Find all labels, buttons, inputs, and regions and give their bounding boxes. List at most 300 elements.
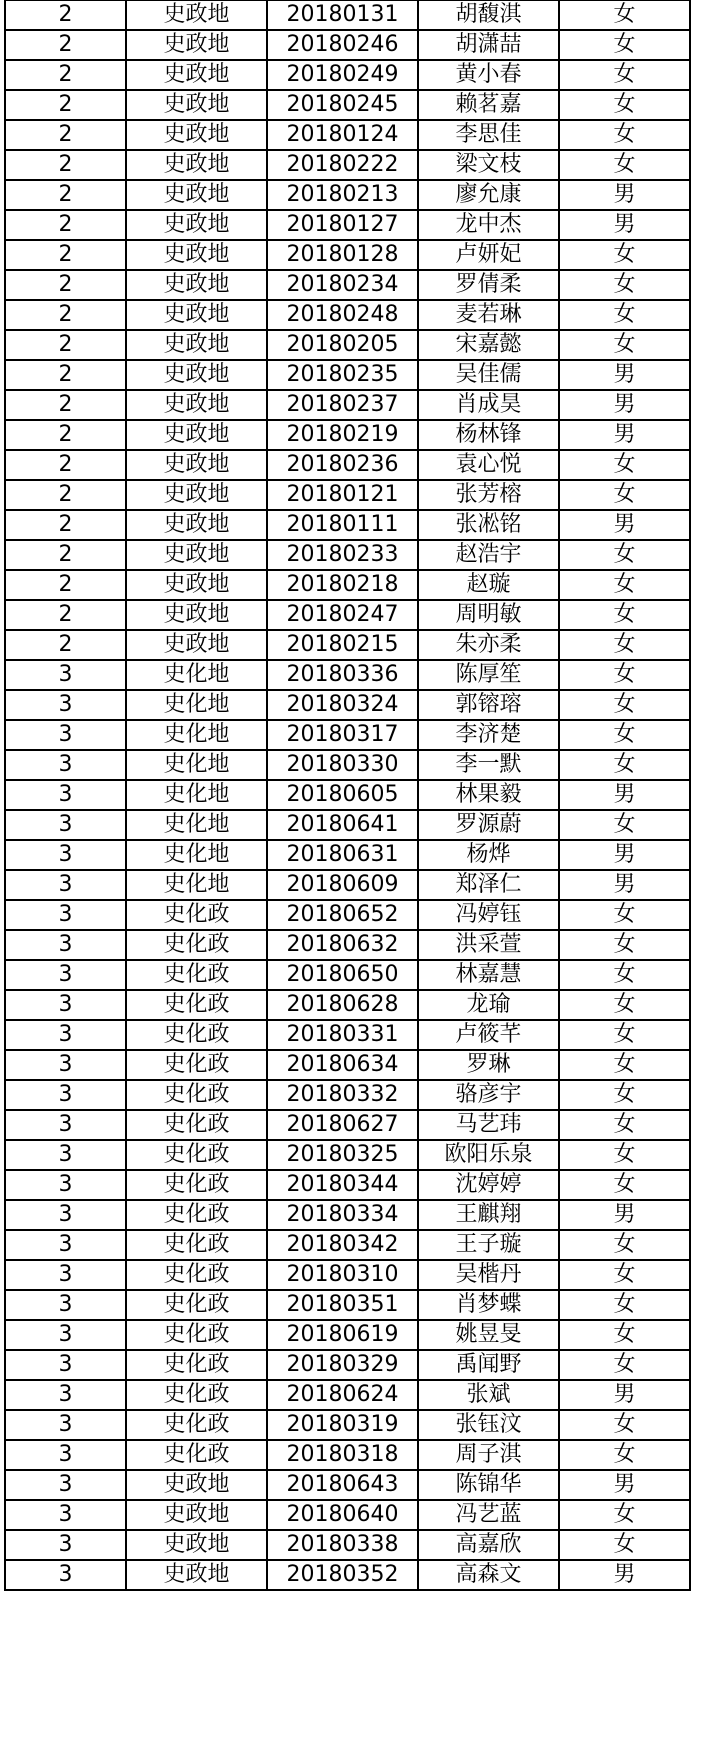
student-name-cell: 赵璇 [418,570,559,600]
gender-cell: 女 [559,330,690,360]
table-row [5,210,690,240]
student-id-cell: 20180641 [267,810,418,840]
subject-combo-cell: 史政地 [126,1470,267,1500]
class-cell: 3 [5,1470,126,1500]
gender-cell: 男 [559,1200,690,1230]
student-id-cell: 20180219 [267,420,418,450]
gender-cell: 女 [559,120,690,150]
gender-cell: 女 [559,960,690,990]
class-cell: 3 [5,1320,126,1350]
student-name-cell: 沈婷婷 [418,1170,559,1200]
table-row [5,810,690,840]
subject-combo-cell: 史化地 [126,780,267,810]
class-cell: 3 [5,720,126,750]
gender-cell: 男 [559,210,690,240]
gender-cell: 女 [559,1440,690,1470]
student-name-cell: 胡馥淇 [418,1,559,31]
class-cell: 2 [5,180,126,210]
subject-combo-cell: 史政地 [126,510,267,540]
subject-combo-cell: 史政地 [126,540,267,570]
gender-cell: 男 [559,1380,690,1410]
table-row [5,1500,690,1530]
student-name-cell: 梁文枝 [418,150,559,180]
student-name-cell: 卢筱芊 [418,1020,559,1050]
student-name-cell: 张芳榕 [418,480,559,510]
table-row [5,960,690,990]
subject-combo-cell: 史化政 [126,1350,267,1380]
student-name-cell: 欧阳乐泉 [418,1140,559,1170]
subject-combo-cell: 史化政 [126,1020,267,1050]
student-id-cell: 20180247 [267,600,418,630]
class-cell: 3 [5,900,126,930]
subject-combo-cell: 史化政 [126,1110,267,1140]
gender-cell: 女 [559,1530,690,1560]
gender-cell: 女 [559,480,690,510]
gender-cell: 女 [559,1050,690,1080]
student-name-cell: 杨烨 [418,840,559,870]
student-id-cell: 20180245 [267,90,418,120]
gender-cell: 女 [559,1170,690,1200]
table-row [5,1530,690,1560]
student-id-cell: 20180631 [267,840,418,870]
student-id-cell: 20180342 [267,1230,418,1260]
table-row [5,1260,690,1290]
table-row [5,1560,690,1590]
class-cell: 3 [5,660,126,690]
student-id-cell: 20180317 [267,720,418,750]
subject-combo-cell: 史化地 [126,870,267,900]
subject-combo-cell: 史政地 [126,480,267,510]
gender-cell: 女 [559,1260,690,1290]
gender-cell: 女 [559,1500,690,1530]
gender-cell: 女 [559,60,690,90]
gender-cell: 女 [559,1350,690,1380]
table-row [5,1,690,31]
student-id-cell: 20180222 [267,150,418,180]
student-name-cell: 王子璇 [418,1230,559,1260]
student-name-cell: 马艺玮 [418,1110,559,1140]
class-cell: 2 [5,420,126,450]
table-row [5,900,690,930]
student-name-cell: 李一默 [418,750,559,780]
student-id-cell: 20180218 [267,570,418,600]
student-name-cell: 朱亦柔 [418,630,559,660]
class-cell: 3 [5,1260,126,1290]
class-cell: 2 [5,60,126,90]
gender-cell: 女 [559,450,690,480]
student-name-cell: 吴佳儒 [418,360,559,390]
class-cell: 3 [5,1230,126,1260]
table-row [5,90,690,120]
class-cell: 3 [5,1170,126,1200]
class-cell: 2 [5,300,126,330]
gender-cell: 男 [559,510,690,540]
class-cell: 2 [5,480,126,510]
gender-cell: 女 [559,1140,690,1170]
table-row [5,1290,690,1320]
student-name-cell: 罗倩柔 [418,270,559,300]
class-cell: 2 [5,150,126,180]
gender-cell: 女 [559,600,690,630]
table-row [5,1020,690,1050]
table-row [5,120,690,150]
student-id-cell: 20180237 [267,390,418,420]
student-name-cell: 罗源蔚 [418,810,559,840]
table-row [5,1410,690,1440]
subject-combo-cell: 史政地 [126,600,267,630]
class-cell: 3 [5,1350,126,1380]
subject-combo-cell: 史政地 [126,570,267,600]
subject-combo-cell: 史化政 [126,930,267,960]
student-name-cell: 杨林锋 [418,420,559,450]
subject-combo-cell: 史化政 [126,1080,267,1110]
student-id-cell: 20180236 [267,450,418,480]
table-row [5,1170,690,1200]
class-cell: 3 [5,1080,126,1110]
table-row [5,480,690,510]
gender-cell: 女 [559,690,690,720]
class-cell: 2 [5,450,126,480]
student-id-cell: 20180248 [267,300,418,330]
class-cell: 3 [5,1140,126,1170]
student-name-cell: 冯婷钰 [418,900,559,930]
class-cell: 3 [5,1290,126,1320]
gender-cell: 女 [559,900,690,930]
student-name-cell: 姚昱旻 [418,1320,559,1350]
subject-combo-cell: 史政地 [126,240,267,270]
gender-cell: 女 [559,1290,690,1320]
class-cell: 3 [5,750,126,780]
gender-cell: 男 [559,180,690,210]
student-id-cell: 20180351 [267,1290,418,1320]
subject-combo-cell: 史化政 [126,1440,267,1470]
student-name-cell: 李思佳 [418,120,559,150]
student-name-cell: 林嘉慧 [418,960,559,990]
gender-cell: 女 [559,1080,690,1110]
class-cell: 3 [5,840,126,870]
subject-combo-cell: 史政地 [126,360,267,390]
gender-cell: 女 [559,750,690,780]
student-id-cell: 20180128 [267,240,418,270]
class-cell: 3 [5,1440,126,1470]
student-id-cell: 20180329 [267,1350,418,1380]
subject-combo-cell: 史化地 [126,750,267,780]
student-id-cell: 20180131 [267,1,418,31]
subject-combo-cell: 史政地 [126,1560,267,1590]
table-row [5,1230,690,1260]
student-id-cell: 20180619 [267,1320,418,1350]
subject-combo-cell: 史化政 [126,1260,267,1290]
table-row [5,240,690,270]
student-id-cell: 20180643 [267,1470,418,1500]
student-name-cell: 黄小春 [418,60,559,90]
gender-cell: 男 [559,780,690,810]
gender-cell: 女 [559,810,690,840]
student-id-cell: 20180628 [267,990,418,1020]
gender-cell: 女 [559,930,690,960]
class-cell: 3 [5,1110,126,1140]
gender-cell: 男 [559,1560,690,1590]
student-name-cell: 袁心悦 [418,450,559,480]
subject-combo-cell: 史政地 [126,300,267,330]
class-cell: 2 [5,270,126,300]
class-cell: 3 [5,1530,126,1560]
table-row [5,750,690,780]
subject-combo-cell: 史政地 [126,420,267,450]
table-row [5,570,690,600]
student-name-cell: 张斌 [418,1380,559,1410]
student-id-cell: 20180111 [267,510,418,540]
table-row [5,1470,690,1500]
student-name-cell: 郑泽仁 [418,870,559,900]
class-cell: 2 [5,210,126,240]
table-row [5,450,690,480]
class-cell: 3 [5,990,126,1020]
class-cell: 2 [5,330,126,360]
subject-combo-cell: 史化政 [126,1230,267,1260]
table-row [5,330,690,360]
table-row [5,60,690,90]
gender-cell: 女 [559,150,690,180]
subject-combo-cell: 史化政 [126,1200,267,1230]
table-row [5,1440,690,1470]
gender-cell: 女 [559,990,690,1020]
student-name-cell: 陈厚笙 [418,660,559,690]
subject-combo-cell: 史政地 [126,150,267,180]
student-id-cell: 20180650 [267,960,418,990]
student-name-cell: 林果毅 [418,780,559,810]
student-name-cell: 龙中杰 [418,210,559,240]
student-id-cell: 20180640 [267,1500,418,1530]
class-cell: 3 [5,1410,126,1440]
student-name-cell: 龙瑜 [418,990,559,1020]
student-name-cell: 吴楷丹 [418,1260,559,1290]
student-id-cell: 20180121 [267,480,418,510]
table-row [5,360,690,390]
student-id-cell: 20180332 [267,1080,418,1110]
class-cell: 3 [5,1500,126,1530]
student-id-cell: 20180205 [267,330,418,360]
student-id-cell: 20180330 [267,750,418,780]
subject-combo-cell: 史化地 [126,720,267,750]
table-row [5,870,690,900]
class-cell: 2 [5,630,126,660]
gender-cell: 女 [559,540,690,570]
table-row [5,1380,690,1410]
table-row [5,150,690,180]
student-name-cell: 卢妍妃 [418,240,559,270]
table-body [5,1,690,1591]
student-id-cell: 20180344 [267,1170,418,1200]
table-row [5,840,690,870]
gender-cell: 女 [559,1410,690,1440]
gender-cell: 女 [559,1230,690,1260]
student-id-cell: 20180605 [267,780,418,810]
table-row [5,270,690,300]
gender-cell: 女 [559,240,690,270]
table-row [5,1080,690,1110]
class-cell: 3 [5,960,126,990]
student-name-cell: 赵浩宇 [418,540,559,570]
student-id-cell: 20180246 [267,30,418,60]
student-id-cell: 20180233 [267,540,418,570]
subject-combo-cell: 史化政 [126,1170,267,1200]
subject-combo-cell: 史化地 [126,660,267,690]
table-row [5,660,690,690]
subject-combo-cell: 史政地 [126,60,267,90]
student-name-cell: 洪采萱 [418,930,559,960]
student-name-cell: 陈锦华 [418,1470,559,1500]
class-cell: 2 [5,600,126,630]
subject-combo-cell: 史政地 [126,120,267,150]
subject-combo-cell: 史政地 [126,210,267,240]
table-row [5,1050,690,1080]
student-name-cell: 赖茗嘉 [418,90,559,120]
table-row [5,540,690,570]
gender-cell: 女 [559,1320,690,1350]
student-name-cell: 周子淇 [418,1440,559,1470]
gender-cell: 男 [559,1470,690,1500]
student-id-cell: 20180334 [267,1200,418,1230]
table-row [5,180,690,210]
gender-cell: 女 [559,270,690,300]
student-name-cell: 宋嘉懿 [418,330,559,360]
gender-cell: 女 [559,90,690,120]
student-id-cell: 20180609 [267,870,418,900]
table-row [5,600,690,630]
student-id-cell: 20180352 [267,1560,418,1590]
student-name-cell: 麦若琳 [418,300,559,330]
student-name-cell: 廖允康 [418,180,559,210]
class-cell: 2 [5,30,126,60]
class-cell: 3 [5,1560,126,1590]
table-row [5,420,690,450]
subject-combo-cell: 史化政 [126,1290,267,1320]
student-id-cell: 20180652 [267,900,418,930]
table-row [5,1320,690,1350]
table-row [5,990,690,1020]
class-cell: 2 [5,90,126,120]
subject-combo-cell: 史化政 [126,1050,267,1080]
subject-combo-cell: 史化政 [126,1320,267,1350]
class-cell: 2 [5,510,126,540]
gender-cell: 女 [559,1020,690,1050]
student-name-cell: 李济楚 [418,720,559,750]
subject-combo-cell: 史政地 [126,1,267,31]
gender-cell: 女 [559,1,690,31]
student-id-cell: 20180338 [267,1530,418,1560]
subject-combo-cell: 史政地 [126,330,267,360]
class-cell: 2 [5,240,126,270]
student-name-cell: 张凇铭 [418,510,559,540]
student-name-cell: 高嘉欣 [418,1530,559,1560]
student-id-cell: 20180213 [267,180,418,210]
student-name-cell: 王麒翔 [418,1200,559,1230]
table-row [5,630,690,660]
student-name-cell: 肖梦蝶 [418,1290,559,1320]
subject-combo-cell: 史政地 [126,1500,267,1530]
gender-cell: 女 [559,630,690,660]
subject-combo-cell: 史政地 [126,270,267,300]
subject-combo-cell: 史化地 [126,690,267,720]
gender-cell: 男 [559,870,690,900]
student-id-cell: 20180634 [267,1050,418,1080]
student-id-cell: 20180331 [267,1020,418,1050]
student-id-cell: 20180627 [267,1110,418,1140]
class-cell: 2 [5,390,126,420]
subject-combo-cell: 史化政 [126,1410,267,1440]
student-id-cell: 20180318 [267,1440,418,1470]
table-row [5,510,690,540]
subject-combo-cell: 史政地 [126,630,267,660]
student-id-cell: 20180324 [267,690,418,720]
student-id-cell: 20180319 [267,1410,418,1440]
student-id-cell: 20180632 [267,930,418,960]
class-cell: 3 [5,870,126,900]
class-cell: 3 [5,1020,126,1050]
table-row [5,1350,690,1380]
class-cell: 3 [5,780,126,810]
student-table [4,0,691,1591]
student-name-cell: 冯艺蓝 [418,1500,559,1530]
subject-combo-cell: 史化地 [126,810,267,840]
class-cell: 2 [5,360,126,390]
gender-cell: 男 [559,360,690,390]
table-row [5,390,690,420]
gender-cell: 男 [559,390,690,420]
table-row [5,1200,690,1230]
table-row [5,720,690,750]
student-name-cell: 高森文 [418,1560,559,1590]
student-id-cell: 20180310 [267,1260,418,1290]
gender-cell: 女 [559,300,690,330]
gender-cell: 女 [559,570,690,600]
table-row [5,300,690,330]
subject-combo-cell: 史政地 [126,390,267,420]
table-row [5,1140,690,1170]
student-name-cell: 罗琳 [418,1050,559,1080]
student-id-cell: 20180234 [267,270,418,300]
student-id-cell: 20180215 [267,630,418,660]
class-cell: 3 [5,810,126,840]
student-name-cell: 郭镕瑢 [418,690,559,720]
gender-cell: 男 [559,840,690,870]
class-cell: 3 [5,690,126,720]
gender-cell: 男 [559,420,690,450]
subject-combo-cell: 史化政 [126,900,267,930]
student-id-cell: 20180235 [267,360,418,390]
gender-cell: 女 [559,660,690,690]
table-row [5,930,690,960]
student-name-cell: 胡潇喆 [418,30,559,60]
student-name-cell: 禹闻野 [418,1350,559,1380]
table-row [5,690,690,720]
subject-combo-cell: 史化政 [126,990,267,1020]
table-row [5,30,690,60]
student-id-cell: 20180124 [267,120,418,150]
class-cell: 3 [5,1200,126,1230]
student-name-cell: 骆彦宇 [418,1080,559,1110]
class-cell: 2 [5,120,126,150]
student-id-cell: 20180325 [267,1140,418,1170]
student-name-cell: 周明敏 [418,600,559,630]
class-cell: 3 [5,1050,126,1080]
student-id-cell: 20180336 [267,660,418,690]
class-cell: 2 [5,540,126,570]
subject-combo-cell: 史化政 [126,960,267,990]
class-cell: 3 [5,930,126,960]
subject-combo-cell: 史政地 [126,450,267,480]
